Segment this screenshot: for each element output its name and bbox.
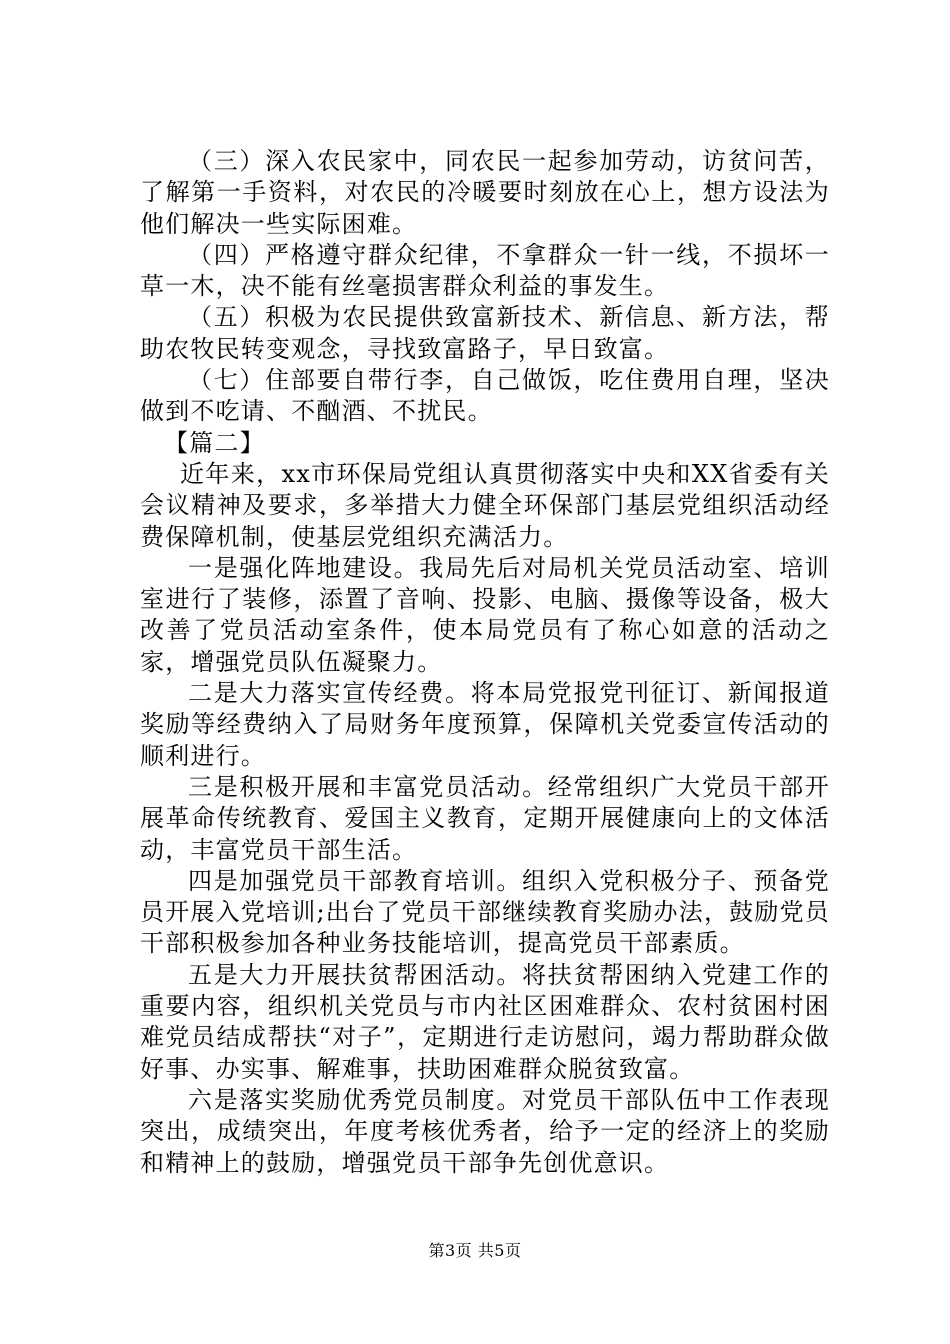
page-number-footer: 第3页 共5页 (428, 1241, 522, 1260)
document-body (140, 146, 830, 1179)
paragraph-measure-1: 一是强化阵地建设。我局先后对局机关党员活动室、培训室进行了装修，添置了音响、投影、电脑、摄像等设备，极大改善了党员活动室条件，使本局党员有了称心如意的活动之家，增强党员队伍凝聚力。 (140, 553, 830, 676)
paragraph-measure-6: 六是落实奖励优秀党员制度。对党员干部队伍中工作表现突出，成绩突出，年度考核优秀者，给予一定的经济上的奖励和精神上的鼓励，增强党员干部争先创优意识。 (140, 1085, 830, 1177)
paragraph-item-7: （七）住部要自带行李，自己做饭，吃住费用自理，坚决做到不吃请、不酗酒、不扰民。 (140, 366, 830, 426)
paragraph-measure-4: 四是加强党员干部教育培训。组织入党积极分子、预备党员开展入党培训;出台了党员干部继续教育奖励办法，鼓励党员干部积极参加各种业务技能培训，提高党员干部素质。 (140, 866, 830, 958)
paragraph-measure-2: 二是大力落实宣传经费。将本局党报党刊征订、新闻报道奖励等经费纳入了局财务年度预算，保障机关党委宣传活动的顺利进行。 (140, 679, 830, 770)
paragraph-item-5: （五）积极为农民提供致富新技术、新信息、新方法，帮助农牧民转变观念，寻找致富路子，早日致富。 (140, 303, 830, 363)
intro-paragraph: 近年来，xx市环保局党组认真贯彻落实中央和XX省委有关会议精神及要求，多举措大力健全环保部门基层党组织活动经费保障机制，使基层党组织充满活力。 (140, 459, 830, 551)
paragraph-measure-3: 三是积极开展和丰富党员活动。经常组织广大党员干部开展革命传统教育、爱国主义教育，定期开展健康向上的文体活动，丰富党员干部生活。 (140, 772, 830, 864)
section-heading: 【篇二】 (164, 428, 265, 457)
paragraph-item-4: （四）严格遵守群众纪律，不拿群众一针一线，不损坏一草一木，决不能有丝毫损害群众利益的事发生。 (140, 240, 830, 301)
paragraph-item-3: （三）深入农民家中，同农民一起参加劳动，访贫问苦，了解第一手资料，对农民的冷暖要时刻放在心上，想方设法为他们解决一些实际困难。 (140, 147, 830, 238)
paragraph-measure-5: 五是大力开展扶贫帮困活动。将扶贫帮困纳入党建工作的重要内容，组织机关党员与市内社区困难群众、农村贫困村困难党员结成帮扶“对子”，定期进行走访慰问，竭力帮助群众做好事、办实事、解难事，扶助困难群众脱贫致富。 (140, 960, 830, 1083)
